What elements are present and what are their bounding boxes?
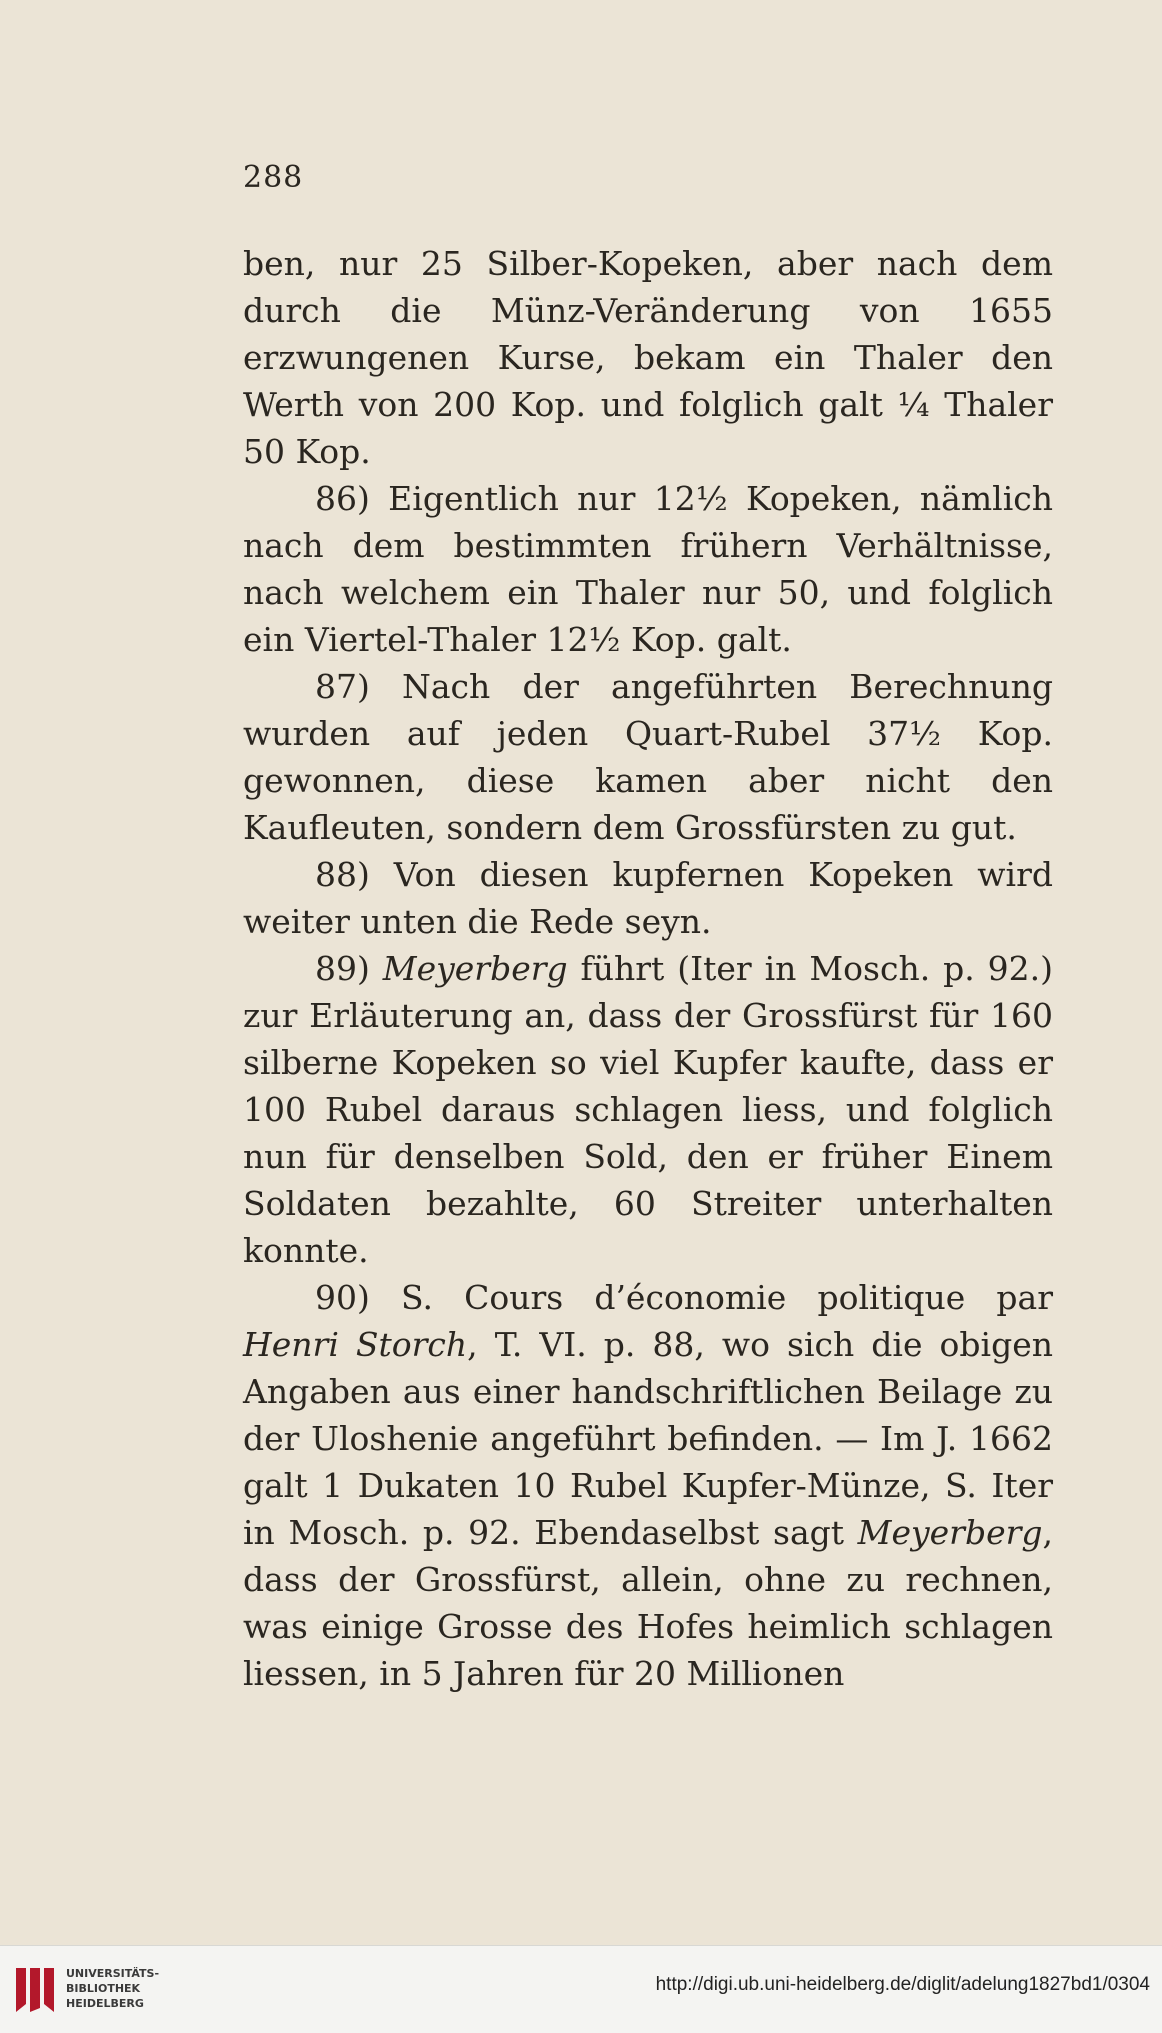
text-segment: , dass der Grossfürst, allein, ohne zu rechnen, was einige Grosse des Hofes heimlich schlagen liessen, in 5 Jahren für 20 Millionen (243, 1513, 1053, 1693)
text-segment: 90) S. Cours d’économie politique par (315, 1278, 1053, 1317)
italic-text-segment: Meyerberg (382, 949, 568, 988)
italic-text-segment: Meyerberg (857, 1513, 1043, 1552)
text-segment: führt (Iter in Mosch. p. 92.) zur Erläuterung an, dass der Grossfürst für 160 silberne Kopeken so viel Kupfer kaufte, dass er 100 Rubel daraus schlagen liess, und folglich nun für denselben Sold, den er früher Einem Soldaten bezahlte, 60 Streiter unterhalten konnte. (243, 949, 1054, 1270)
page-text (243, 240, 1053, 1697)
paragraph (243, 945, 1053, 1274)
page-number: 288 (243, 160, 304, 195)
source-url-link[interactable]: http://digi.ub.uni-heidelberg.de/diglit/adelung1827bd1/0304 (655, 1974, 1150, 1995)
text-segment: 87) Nach der angeführten Berechnung wurden auf jeden Quart-Rubel 37½ Kop. gewonnen, diese kamen aber nicht den Kaufleuten, sondern dem Grossfürsten zu gut. (243, 667, 1053, 847)
library-name-line: BIBLIOTHEK (66, 1982, 141, 1995)
library-name-line: UNIVERSITÄTS- (66, 1967, 160, 1980)
paragraph (243, 475, 1053, 663)
text-segment: ben, nur 25 Silber-Kopeken, aber nach dem durch die Münz-Veränderung von 1655 erzwungenen Kurse, bekam ein Thaler den Werth von 200 Kop. und folglich galt ¼ Thaler 50 Kop. (243, 244, 1053, 471)
paragraph (243, 663, 1053, 851)
paragraph (243, 851, 1053, 945)
text-segment: 89) (315, 949, 383, 988)
text-segment: , T. VI. p. 88, wo sich die obigen Angaben aus einer handschriftlichen Beilage zu der Uloshenie angeführt befinden. — Im J. 1662 galt 1 Dukaten 10 Rubel Kupfer-Münze, S. Iter in Mosch. p. 92. Ebendaselbst sagt (243, 1325, 1053, 1552)
paragraph (243, 1274, 1053, 1697)
paragraph (243, 240, 1053, 475)
text-segment: 88) Von diesen kupfernen Kopeken wird weiter unten die Rede seyn. (243, 855, 1053, 941)
library-name-line: HEIDELBERG (66, 1997, 144, 2010)
footer-bar (0, 1945, 1162, 2033)
italic-text-segment: Henri Storch (243, 1325, 468, 1364)
text-segment: 86) Eigentlich nur 12½ Kopeken, nämlich nach dem bestimmten frühern Verhältnisse, nach welchem ein Thaler nur 50, und folglich ein Viertel-Thaler 12½ Kop. galt. (243, 479, 1053, 659)
heidelberg-library-logo-icon (12, 1964, 58, 2016)
library-name (66, 1966, 159, 2011)
